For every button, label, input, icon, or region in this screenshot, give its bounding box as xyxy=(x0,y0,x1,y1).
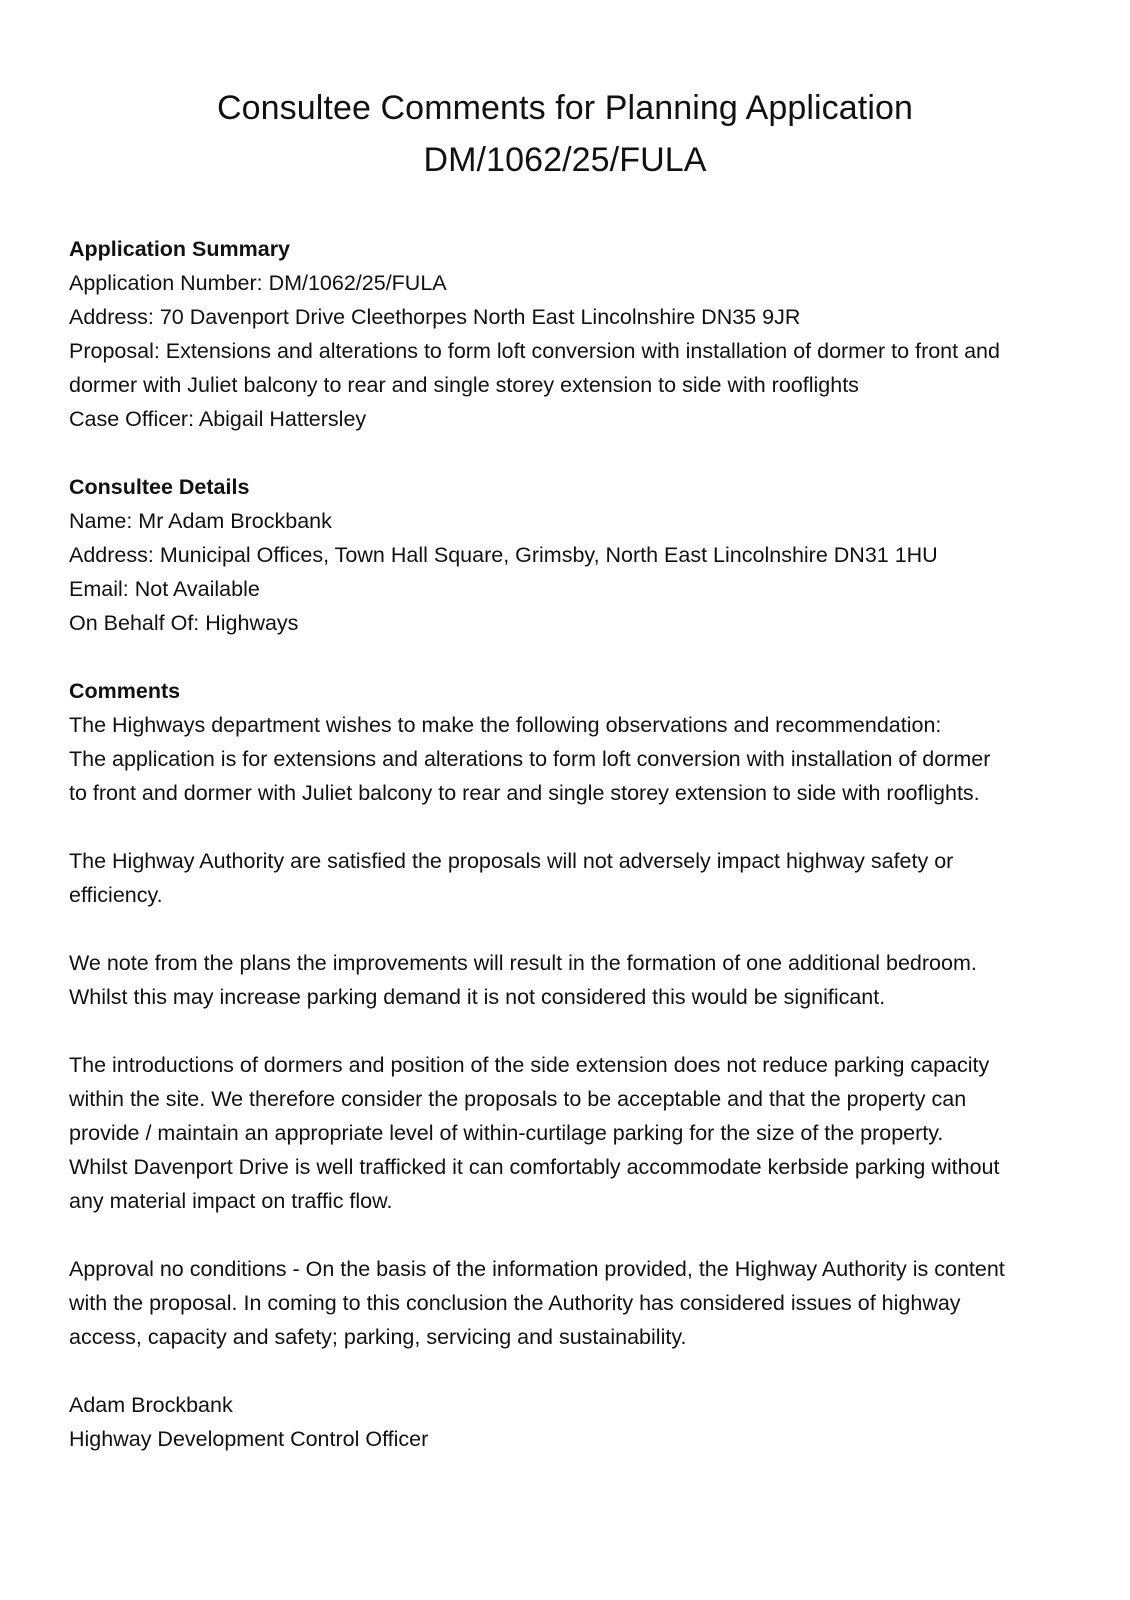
comment-paragraph-5 xyxy=(69,1252,1069,1354)
comment-p2-line-1: The Highway Authority are satisfied the proposals will not adversely impact highway safety or xyxy=(69,849,954,873)
comments-section xyxy=(69,674,1069,1456)
consultee-details-section xyxy=(69,470,1069,640)
application-address: Address: 70 Davenport Drive Cleethorpes North East Lincolnshire DN35 9JR xyxy=(69,305,801,329)
signature-name: Adam Brockbank xyxy=(69,1393,233,1417)
signature-title: Highway Development Control Officer xyxy=(69,1427,429,1451)
comments-heading: Comments xyxy=(69,679,181,703)
consultee-name: Name: Mr Adam Brockbank xyxy=(69,509,332,533)
application-number: Application Number: DM/1062/25/FULA xyxy=(69,271,447,295)
proposal-line-1: Proposal: Extensions and alterations to form loft conversion with installation of dormer to front and xyxy=(69,339,1000,363)
case-officer: Case Officer: Abigail Hattersley xyxy=(69,407,367,431)
comment-p5-line-3: access, capacity and safety; parking, servicing and sustainability. xyxy=(69,1325,687,1349)
consultee-details-heading: Consultee Details xyxy=(69,475,250,499)
comment-paragraph-1 xyxy=(69,742,1069,810)
title-line-1: Consultee Comments for Planning Application xyxy=(216,89,914,127)
comments-intro: The Highways department wishes to make the following observations and recommendation: xyxy=(69,713,942,737)
comment-p4-line-5: any material impact on traffic flow. xyxy=(69,1189,393,1213)
comment-p5-line-1: Approval no conditions - On the basis of the information provided, the Highway Authority is content xyxy=(69,1257,1005,1281)
page-title xyxy=(0,82,1130,186)
comment-p4-line-3: provide / maintain an appropriate level of within-curtilage parking for the size of the property. xyxy=(69,1121,944,1145)
proposal-line-2: dormer with Juliet balcony to rear and single storey extension to side with rooflights xyxy=(69,373,859,397)
consultee-address: Address: Municipal Offices, Town Hall Square, Grimsby, North East Lincolnshire DN31 1HU xyxy=(69,543,938,567)
comment-p4-line-4: Whilst Davenport Drive is well trafficked it can comfortably accommodate kerbside parking without xyxy=(69,1155,1000,1179)
comment-p1-line-1: The application is for extensions and alterations to form loft conversion with installation of dormer xyxy=(69,747,991,771)
comment-p4-line-1: The introductions of dormers and position of the side extension does not reduce parking capacity xyxy=(69,1053,990,1077)
comment-p2-line-2: efficiency. xyxy=(69,883,163,907)
application-summary-section xyxy=(69,232,1069,436)
comment-p1-line-2: to front and dormer with Juliet balcony to rear and single storey extension to side with rooflights. xyxy=(69,781,980,805)
comment-paragraph-3 xyxy=(69,946,1069,1014)
comment-p3-line-2: Whilst this may increase parking demand it is not considered this would be significant. xyxy=(69,985,886,1009)
comment-paragraph-4 xyxy=(69,1048,1069,1218)
comment-p3-line-1: We note from the plans the improvements will result in the formation of one additional bedroom. xyxy=(69,951,977,975)
consultee-on-behalf-of: On Behalf Of: Highways xyxy=(69,611,299,635)
comment-p4-line-2: within the site. We therefore consider the proposals to be acceptable and that the property can xyxy=(69,1087,967,1111)
document-body xyxy=(69,232,1069,1456)
title-line-2: DM/1062/25/FULA xyxy=(423,141,707,179)
consultee-email: Email: Not Available xyxy=(69,577,260,601)
application-summary-heading: Application Summary xyxy=(69,237,291,261)
signature-block xyxy=(69,1388,1069,1456)
comment-p5-line-2: with the proposal. In coming to this conclusion the Authority has considered issues of highway xyxy=(69,1291,961,1315)
comment-paragraph-2 xyxy=(69,844,1069,912)
